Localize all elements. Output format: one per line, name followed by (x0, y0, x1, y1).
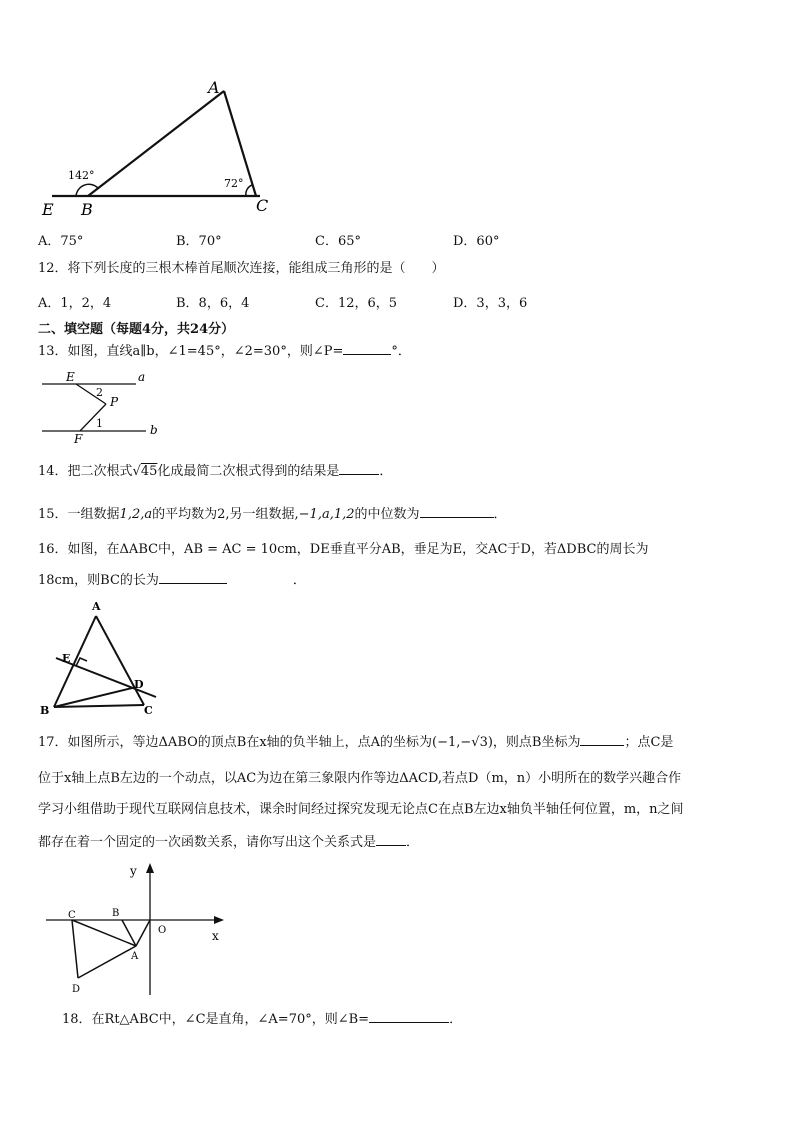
label-A: A (208, 78, 220, 97)
label-E: E (42, 200, 54, 219)
segment-BD (54, 688, 132, 707)
q11-option-a: A．75° (38, 234, 84, 249)
q16-line1: 16．如图，在ΔABC中，AB = AC = 10cm，DE垂直平分AB，垂足为E，交AC于D，若ΔDBC的周长为 (38, 542, 649, 557)
q14-post: 化成最简二次根式得到的结果是 (157, 464, 340, 479)
side-BA (88, 91, 224, 196)
q17-answer-blank-2[interactable] (376, 833, 406, 846)
label-B: B (40, 704, 50, 717)
q15-mid: 的平均数为2,另一组数据, (152, 507, 299, 522)
q12-option-c: C．12，6，5 (315, 296, 398, 311)
q18-tail: ． (449, 1012, 463, 1027)
q15-tail: ． (493, 507, 507, 522)
q17-line4 (38, 833, 419, 852)
x-axis-arrow (214, 916, 224, 924)
segment-CD (72, 920, 78, 978)
q12-stem: 12．将下列长度的三根木棒首尾顺次连接，能组成三角形的是（ ） (38, 261, 445, 276)
q13-tail: °． (391, 344, 411, 359)
label-C: C (68, 910, 76, 921)
q17-line3: 学习小组借助于现代互联网信息技术，课余时间经过探究发现无论点C在点B左边x轴负半轴任何位置，m，n之间 (38, 802, 684, 817)
segment-DA (78, 946, 136, 978)
q15-pre: 15．一组数据 (38, 507, 120, 522)
label-a: a (138, 370, 146, 384)
q12-option-b: B．8，6，4 (176, 296, 250, 311)
label-A: A (131, 951, 139, 962)
label-C: C (144, 704, 153, 717)
label-B: B (112, 908, 120, 919)
section-heading: 二、填空题（每题4分，共24分） (38, 322, 235, 337)
segment-CA (72, 920, 136, 946)
q16-line2 (38, 571, 306, 590)
q15-data2: −1,a,1,2 (298, 507, 355, 522)
q17-line1-text: 17．如图所示，等边ΔABO的顶点B在x轴的负半轴上，点A的坐标为(−1,−√3)，则点B坐标为 (38, 735, 581, 750)
q16-answer-blank[interactable] (159, 571, 227, 584)
angle-label-142: 142° (68, 169, 95, 182)
q14-pre: 14．把二次根式 (38, 464, 133, 479)
label-E: E (66, 370, 75, 384)
q17-line4-text: 都存在着一个固定的一次函数关系，请你写出这个关系式是 (38, 835, 377, 850)
q15-stem (38, 505, 507, 524)
side-AB (54, 616, 96, 707)
label-E: E (62, 652, 71, 665)
q16-tail: ． (292, 573, 306, 588)
q17-answer-blank-1[interactable] (580, 733, 624, 746)
q14-answer-blank[interactable] (339, 462, 379, 475)
q11-option-d: D．60° (453, 234, 500, 249)
label-A: A (92, 600, 101, 613)
q13-figure (40, 368, 170, 448)
label-b: b (150, 423, 158, 437)
q15-answer-blank[interactable] (420, 505, 494, 518)
q12-option-d: D．3，3，6 (453, 296, 528, 311)
q17-figure (44, 860, 244, 1000)
q17-line2: 位于x轴上点B左边的一个动点，以AC为边在第三象限内作等边ΔACD,若点D（m，n）小明所在的数学兴趣合作 (38, 771, 682, 786)
label-y: y (130, 864, 137, 878)
q12-option-a: A．1，2，4 (38, 296, 112, 311)
q14-tail: ． (379, 464, 393, 479)
label-B: B (81, 200, 93, 219)
right-angle-mark (76, 658, 87, 666)
segment-AO (136, 920, 150, 946)
label-F: F (74, 432, 83, 446)
label-C: C (256, 196, 269, 215)
q16-line2-text: 18cm，则BC的长为 (38, 573, 159, 588)
q13-text: 13．如图，直线a∥b，∠1=45°，∠2=30°，则∠P= (38, 344, 344, 359)
segment-BA (122, 920, 136, 946)
label-D: D (134, 678, 144, 691)
label-P: P (110, 395, 119, 409)
label-O: O (158, 925, 167, 936)
q18-answer-blank[interactable] (369, 1010, 449, 1023)
q17-line1-tail: ；点C是 (624, 735, 674, 750)
label-x: x (212, 929, 219, 943)
q11-figure (30, 75, 290, 219)
q15-post: 的中位数为 (354, 507, 420, 522)
label-D: D (72, 984, 81, 995)
q14-radicand: 45 (140, 464, 158, 479)
q18-text: 18．在Rt△ABC中，∠C是直角，∠A=70°，则∠B= (62, 1012, 370, 1027)
q14-stem (38, 462, 392, 481)
q16-figure (36, 600, 166, 720)
label-2: 2 (96, 386, 103, 399)
label-1: 1 (96, 417, 103, 430)
radical-sign: √ (132, 464, 141, 479)
q18-stem (62, 1010, 462, 1029)
q11-option-c: C．65° (315, 234, 361, 249)
q13-answer-blank[interactable] (343, 342, 391, 355)
q13-stem (38, 342, 411, 361)
angle-label-72: 72° (224, 177, 244, 190)
q17-line1 (38, 733, 673, 752)
q15-data1: 1,2,a (119, 507, 153, 522)
y-axis-arrow (146, 863, 154, 873)
q11-option-b: B．70° (176, 234, 222, 249)
side-BC (54, 705, 144, 707)
angle-arc-C (246, 185, 252, 196)
q17-tail: ． (406, 835, 420, 850)
